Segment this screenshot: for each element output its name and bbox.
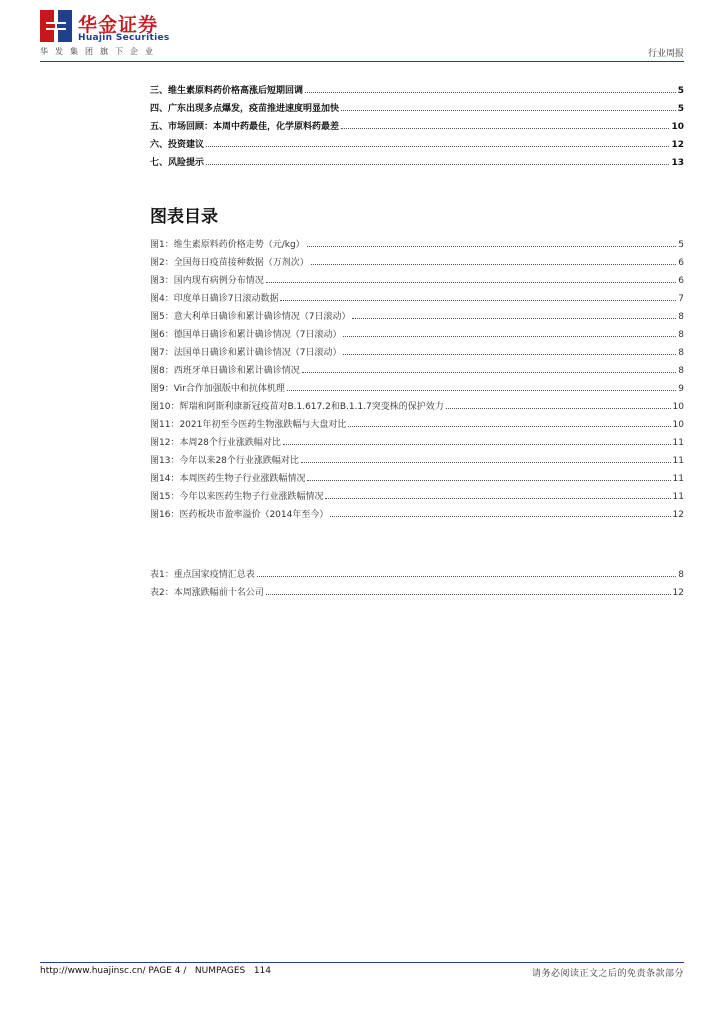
footer-url[interactable]: http://www.huajinsc.cn/ PAGE 4 / NUMPAGES 114: [40, 966, 272, 976]
footer-divider: [40, 962, 684, 963]
page-header: [40, 8, 684, 60]
brand-name-en: Huajin Securities: [78, 33, 170, 43]
figure-entry[interactable]: 图14：本周医药生物子行业涨跌幅情况 11: [150, 474, 684, 484]
figure-entry[interactable]: 图9：Vir合作加强版中和抗体机理 9: [150, 384, 684, 394]
huajin-logo-icon: [40, 10, 72, 42]
figure-entry[interactable]: 图15：今年以来医药生物子行业涨跌幅情况 11: [150, 492, 684, 502]
toc-entry[interactable]: 六、投资建议 12: [150, 140, 684, 150]
figure-entry[interactable]: 图11：2021年初至今医药生物涨跌幅与大盘对比 10: [150, 420, 684, 430]
figure-list: [150, 232, 684, 520]
brand-slogan: 华发集团旗下企业: [40, 47, 160, 56]
toc-entry[interactable]: 四、广东出现多点爆发，疫苗推进速度明显加快 5: [150, 104, 684, 114]
figure-entry[interactable]: 图5：意大利单日确诊和累计确诊情况（7日滚动） 8: [150, 312, 684, 322]
figure-entry[interactable]: 图3：国内现有病例分布情况 6: [150, 276, 684, 286]
figure-entry[interactable]: 图4：印度单日确诊7日滚动数据 7: [150, 294, 684, 304]
table-entry[interactable]: 表2：本周涨跌幅前十名公司 12: [150, 588, 684, 598]
footer-disclaimer: 请务必阅读正文之后的免责条款部分: [531, 969, 684, 979]
table-entry[interactable]: 表1：重点国家疫情汇总表 8: [150, 570, 684, 580]
figure-entry[interactable]: 图6：德国单日确诊和累计确诊情况（7日滚动） 8: [150, 330, 684, 340]
figure-entry[interactable]: 图1：维生素原料药价格走势（元/kg） 5: [150, 240, 684, 250]
toc-entry[interactable]: 五、市场回顾：本周中药最佳，化学原料药最差 10: [150, 122, 684, 132]
report-type: 行业周报: [647, 49, 684, 59]
figure-entry[interactable]: 图2：全国每日疫苗接种数据（万剂次） 6: [150, 258, 684, 268]
toc-entry[interactable]: 七、风险提示 13: [150, 158, 684, 168]
figure-entry[interactable]: 图12：本周28个行业涨跌幅对比 11: [150, 438, 684, 448]
header-divider: [40, 61, 684, 62]
figure-list-title: 图表目录: [150, 207, 218, 227]
brand-name-cn: 华金证券: [78, 14, 159, 36]
table-list: [150, 562, 684, 598]
toc-sections: [150, 78, 684, 168]
figure-entry[interactable]: 图8：西班牙单日确诊和累计确诊情况 8: [150, 366, 684, 376]
figure-entry[interactable]: 图16：医药板块市盈率溢价（2014年至今） 12: [150, 510, 684, 520]
toc-entry[interactable]: 三、维生素原料药价格高涨后短期回调 5: [150, 86, 684, 96]
figure-entry[interactable]: 图10：辉瑞和阿斯利康新冠疫苗对B.1.617.2和B.1.1.7突变株的保护效力 10: [150, 402, 684, 412]
figure-entry[interactable]: 图7：法国单日确诊和累计确诊情况（7日滚动） 8: [150, 348, 684, 358]
figure-entry[interactable]: 图13：今年以来28个行业涨跌幅对比 11: [150, 456, 684, 466]
